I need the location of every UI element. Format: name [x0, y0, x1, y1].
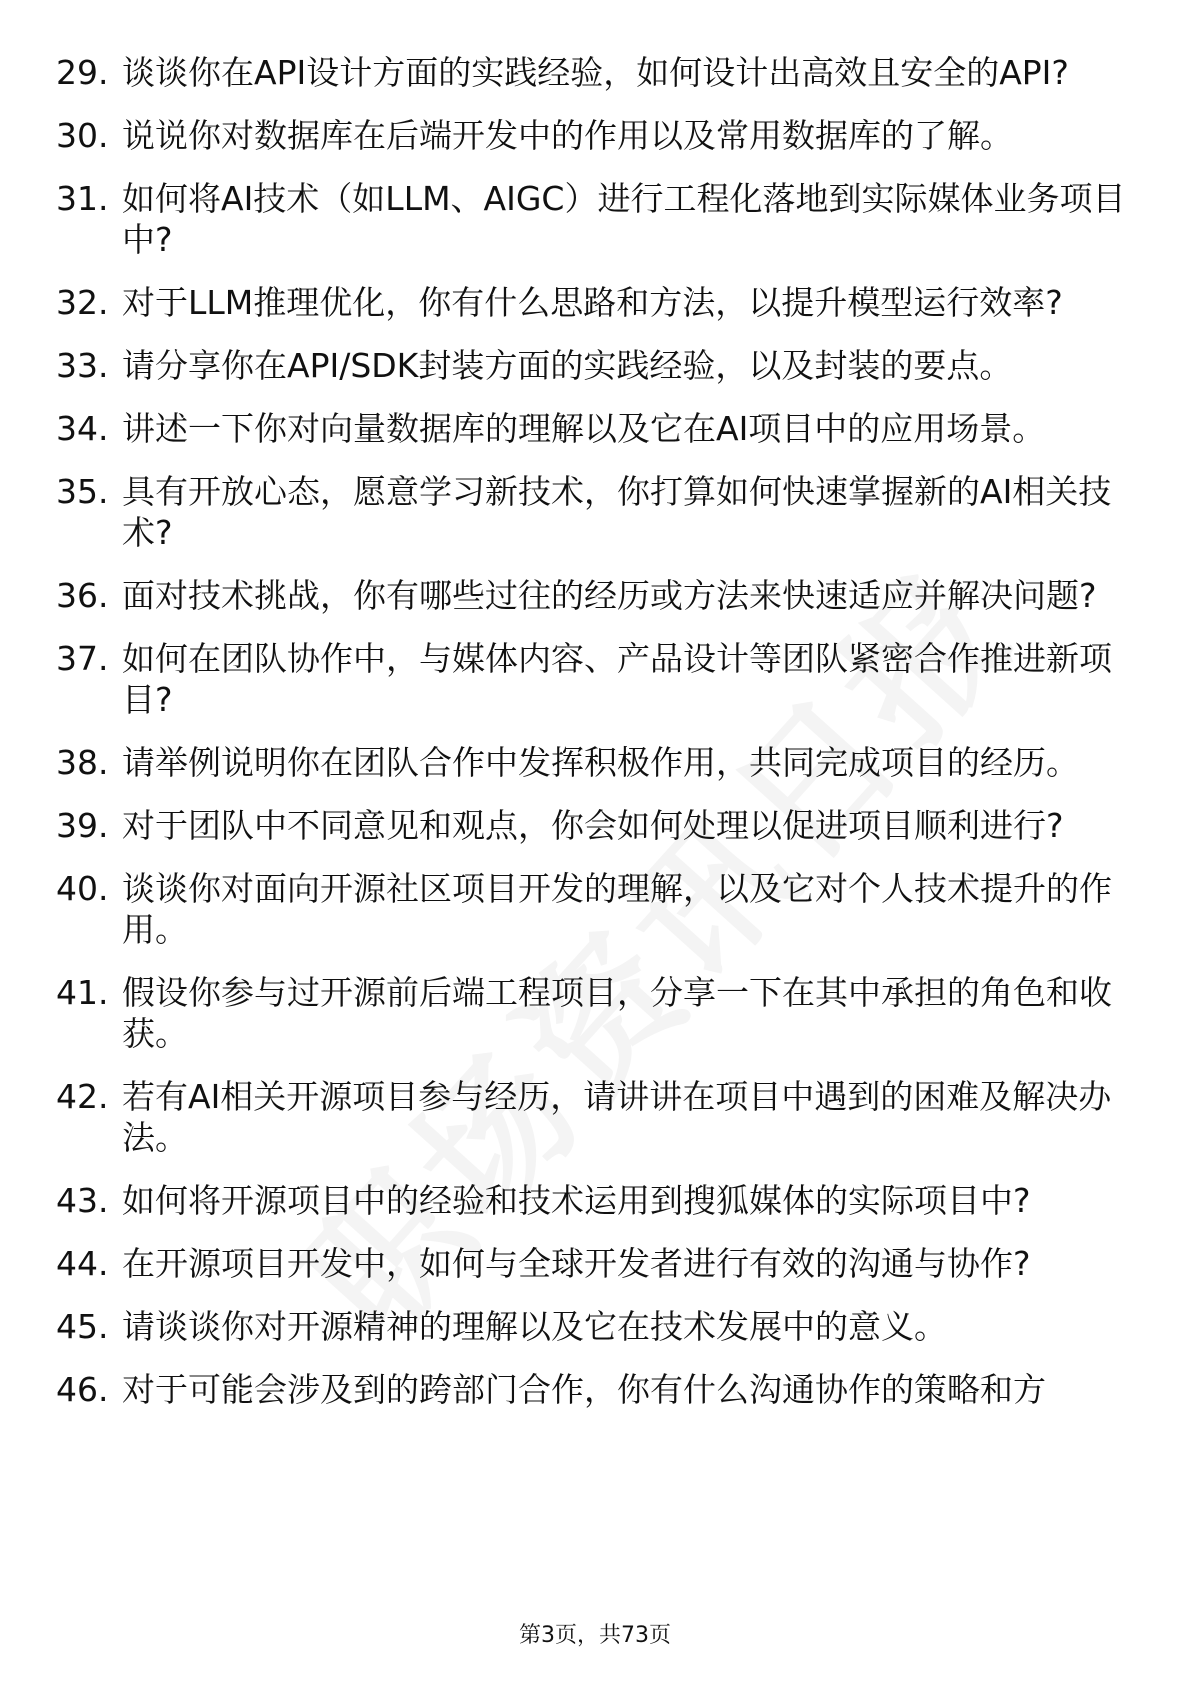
question-text: 请举例说明你在团队合作中发挥积极作用，共同完成项目的经历。 [122, 743, 1079, 782]
question-text: 谈谈你在API设计方面的实践经验，如何设计出高效且安全的API? [122, 53, 1069, 92]
question-text: 具有开放心态，愿意学习新技术，你打算如何快速掌握新的AI相关技术? [122, 472, 1112, 552]
list-item [56, 471, 1136, 553]
question-number: 40. [56, 869, 109, 908]
question-number: 45. [56, 1307, 109, 1346]
list-item [56, 1306, 1136, 1347]
list-item [56, 1243, 1136, 1284]
question-text: 在开源项目开发中，如何与全球开发者进行有效的沟通与协作? [122, 1244, 1031, 1283]
question-text: 讲述一下你对向量数据库的理解以及它在AI项目中的应用场景。 [122, 409, 1046, 448]
question-number: 32. [56, 283, 109, 322]
question-text: 如何将开源项目中的经验和技术运用到搜狐媒体的实际项目中? [122, 1181, 1031, 1220]
list-item [56, 1369, 1136, 1410]
question-number: 44. [56, 1244, 109, 1283]
list-item [56, 868, 1136, 950]
question-number: 31. [56, 179, 109, 218]
list-item [56, 1076, 1136, 1158]
question-number: 39. [56, 806, 109, 845]
list-item [56, 972, 1136, 1054]
list-item [56, 345, 1136, 386]
question-text: 对于团队中不同意见和观点，你会如何处理以促进项目顺利进行? [122, 806, 1064, 845]
question-number: 29. [56, 53, 109, 92]
list-item [56, 742, 1136, 783]
list-item [56, 52, 1136, 93]
page-footer: 第3页，共73页 [519, 1623, 671, 1648]
list-item [56, 408, 1136, 449]
question-text: 谈谈你对面向开源社区项目开发的理解，以及它对个人技术提升的作用。 [122, 869, 1112, 949]
question-number: 43. [56, 1181, 109, 1220]
list-item [56, 115, 1136, 156]
question-number: 42. [56, 1077, 109, 1116]
question-number: 34. [56, 409, 109, 448]
question-text: 对于可能会涉及到的跨部门合作，你有什么沟通协作的策略和方 [122, 1370, 1046, 1409]
question-text: 如何在团队协作中，与媒体内容、产品设计等团队紧密合作推进新项目? [122, 639, 1112, 719]
question-text: 如何将AI技术（如LLM、AIGC）进行工程化落地到实际媒体业务项目中? [122, 179, 1126, 259]
question-list [56, 52, 1136, 1432]
question-number: 35. [56, 472, 109, 511]
list-item [56, 282, 1136, 323]
question-text: 若有AI相关开源项目参与经历，请讲讲在项目中遇到的困难及解决办法。 [122, 1077, 1112, 1157]
list-item [56, 575, 1136, 616]
question-number: 36. [56, 576, 109, 615]
question-number: 41. [56, 973, 109, 1012]
question-text: 请分享你在API/SDK封装方面的实践经验，以及封装的要点。 [122, 346, 1013, 385]
question-number: 30. [56, 116, 109, 155]
question-number: 37. [56, 639, 109, 678]
question-text: 假设你参与过开源前后端工程项目，分享一下在其中承担的角色和收获。 [122, 973, 1112, 1053]
list-item [56, 638, 1136, 720]
question-number: 46. [56, 1370, 109, 1409]
question-text: 面对技术挑战，你有哪些过往的经历或方法来快速适应并解决问题? [122, 576, 1097, 615]
list-item [56, 1180, 1136, 1221]
list-item [56, 805, 1136, 846]
question-number: 38. [56, 743, 109, 782]
question-text: 对于LLM推理优化，你有什么思路和方法，以提升模型运行效率? [122, 283, 1063, 322]
list-item [56, 178, 1136, 260]
question-text: 请谈谈你对开源精神的理解以及它在技术发展中的意义。 [122, 1307, 947, 1346]
question-text: 说说你对数据库在后端开发中的作用以及常用数据库的了解。 [122, 116, 1013, 155]
question-number: 33. [56, 346, 109, 385]
